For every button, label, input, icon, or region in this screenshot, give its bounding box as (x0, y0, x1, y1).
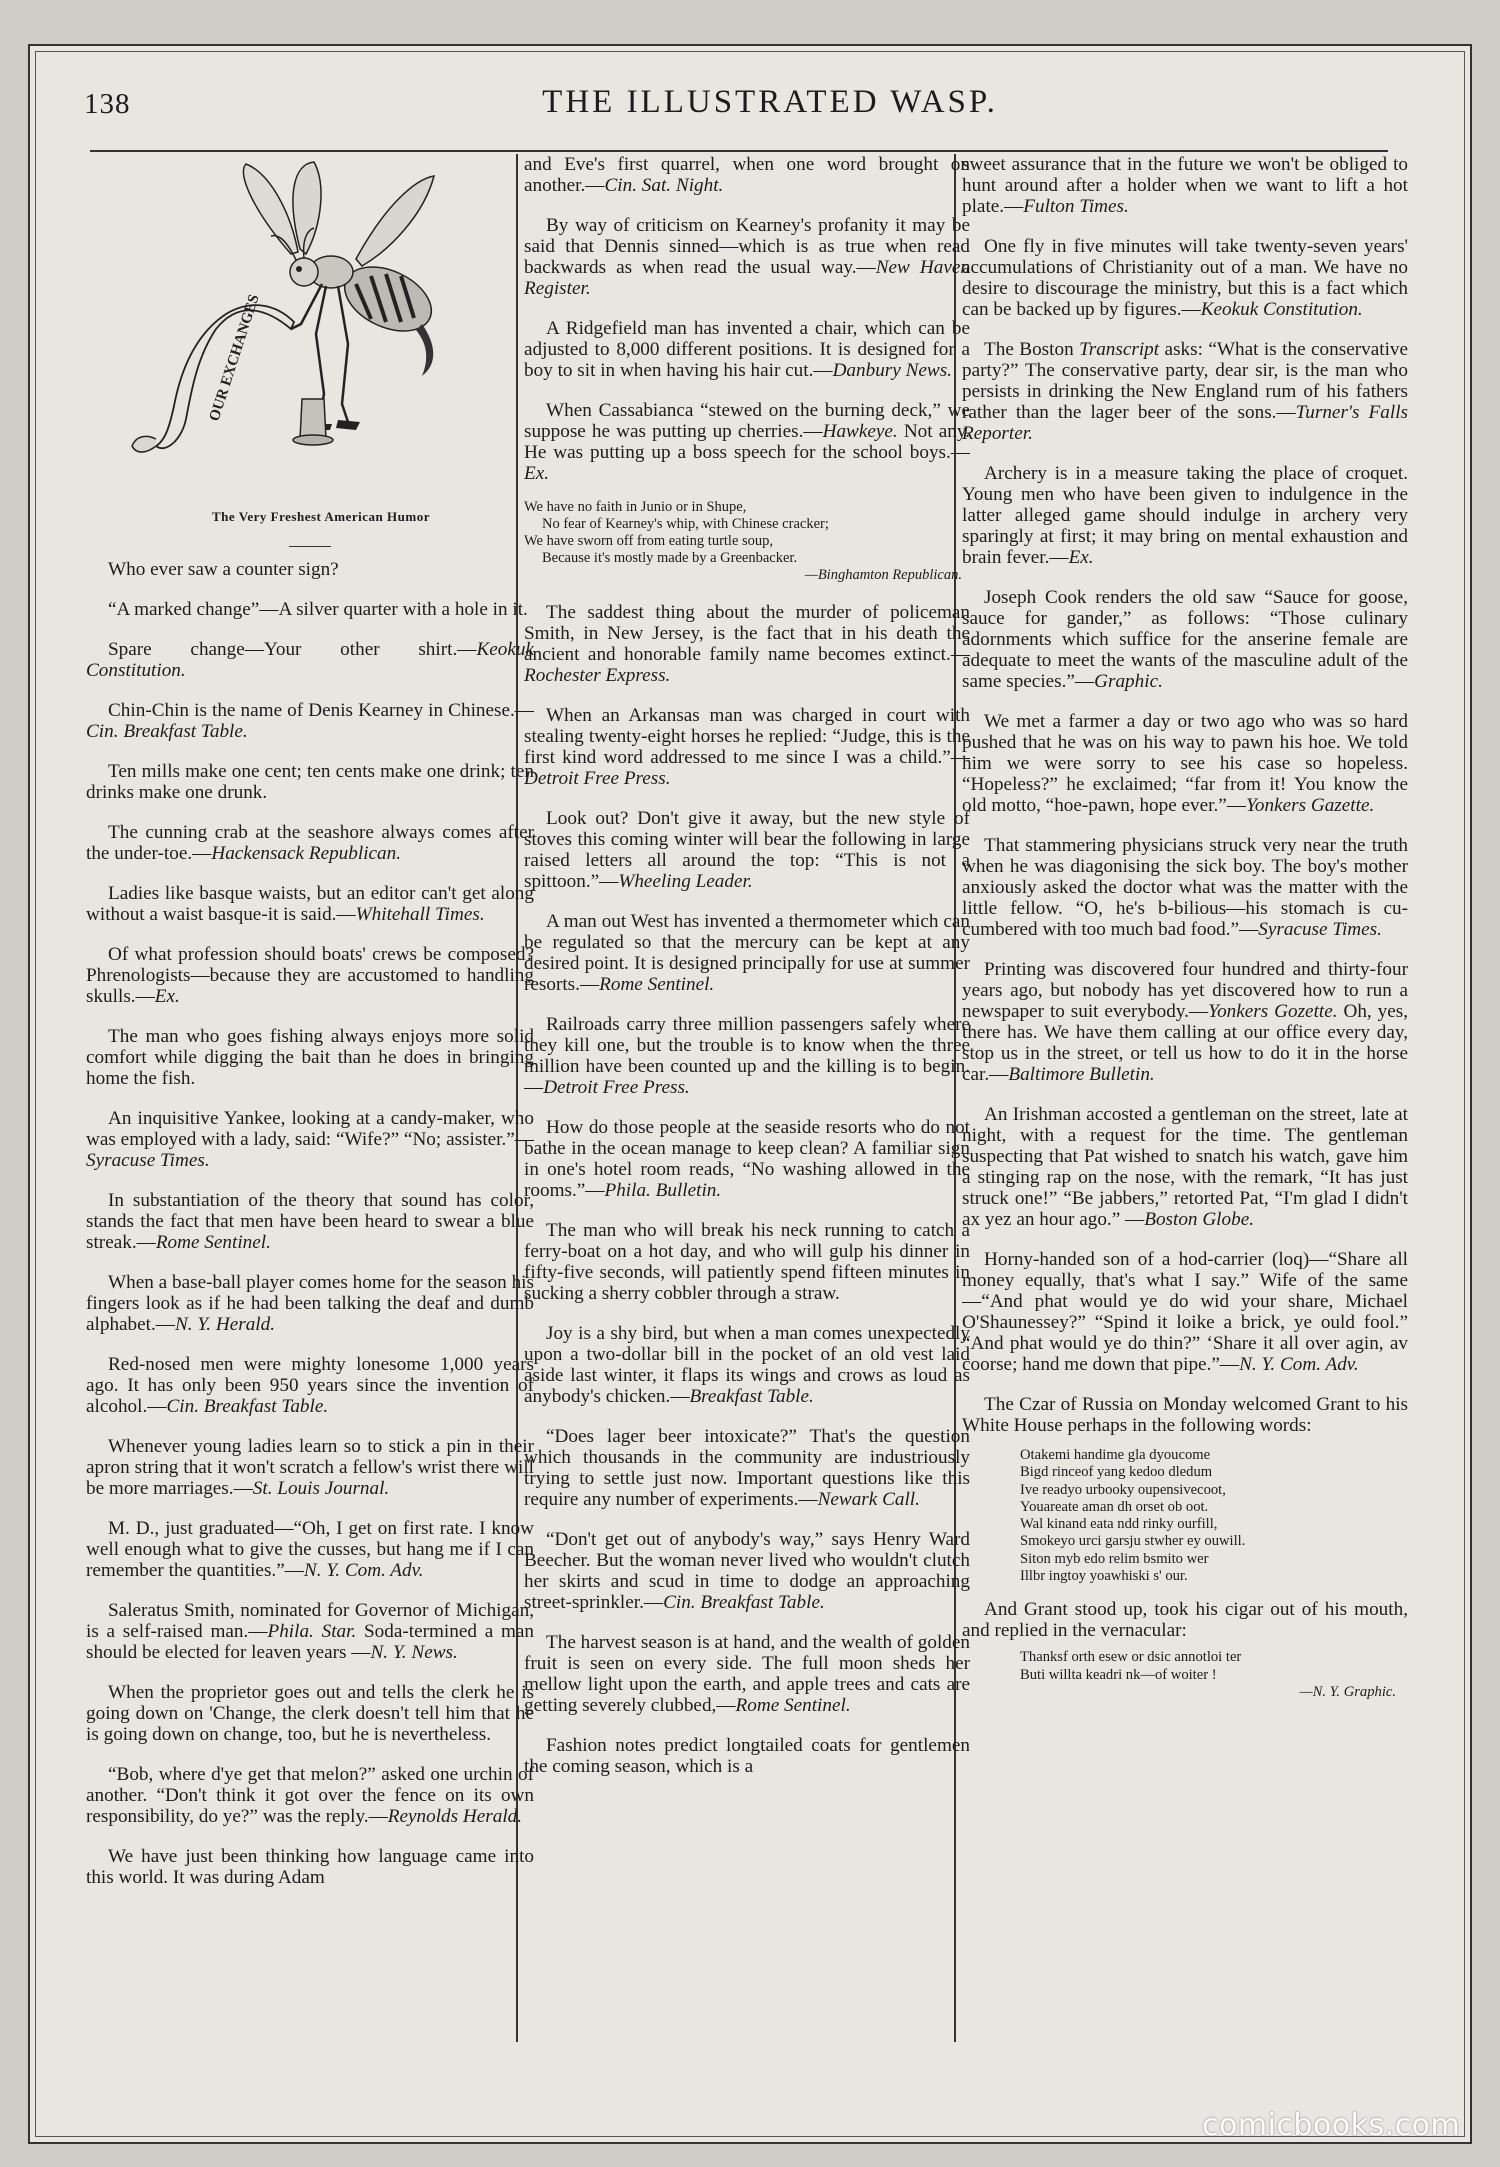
item-source: Hawkeye. (822, 421, 898, 442)
news-item (86, 761, 534, 803)
item-source: Boston Globe. (1144, 1209, 1255, 1230)
item-source: Breakfast Table. (689, 1386, 814, 1407)
news-item (962, 1249, 1408, 1375)
item-source: St. Louis Journal. (252, 1478, 390, 1499)
item-text: Not any. He was putting up a boss speech for the school boys.— (524, 421, 970, 463)
item-source: Ex. (524, 463, 550, 484)
item-text: Saleratus Smith, nominated for Governor of Michigan, is a self-raised man.— (86, 1600, 534, 1642)
item-source: Phila. Bulletin. (604, 1180, 722, 1201)
news-item (86, 1190, 534, 1253)
item-source: Danbury News. (832, 360, 952, 381)
czar-line: Youareate aman dh orset ob oot. (1020, 1498, 1209, 1515)
news-item (524, 602, 970, 686)
item-source: Baltimore Bulletin. (1008, 1064, 1155, 1085)
item-source: Reynolds Herald. (387, 1806, 523, 1827)
item-text: The harvest season is at hand, and the wealth of golden fruit is seen on every side. The full moon sheds her mellow light upon the earth, and apple trees and cats are getting severely clubbed,— (524, 1632, 970, 1716)
wasp-drawing (86, 154, 534, 506)
item-source: Yonkers Gozette. (1208, 1001, 1338, 1022)
item-source: Rochester Express. (524, 665, 671, 686)
poem (524, 499, 970, 584)
header-rule (90, 150, 1388, 152)
item-source: Whitehall Times. (355, 904, 485, 925)
news-item (962, 835, 1408, 940)
item-text: Red-nosed men were mighty lonesome 1,000 years ago. It has only been 950 years since the invention of alcohol.— (86, 1354, 534, 1417)
item-source: Fulton Times. (1023, 196, 1129, 217)
item-text: sweet assurance that in the future we won't be obliged to hunt around after a holder when we want to lift a hot plate.— (962, 154, 1408, 217)
item-text: The cunning crab at the seashore always comes after the under-toe.— (86, 822, 534, 864)
news-item (524, 1117, 970, 1201)
item-source: Keokuk Constitution. (86, 639, 534, 681)
item-text: Joy is a shy bird, but when a man comes unexpectedly upon a two-dollar bill in the pocket of an old vest laid aside last winter, it flaps its wings and crows as loud as anybody's chicken.— (524, 1323, 970, 1407)
news-item (86, 1600, 534, 1663)
news-item (962, 154, 1408, 217)
item-text: The man who goes fishing always enjoys more solid comfort while digging the bait than he does in bringing home the fish. (86, 1026, 534, 1089)
item-text: Look out? Don't give it away, but the new style of stoves this coming winter will bear the following in large raised letters all around the top: “This is not a spittoon.”— (524, 808, 970, 892)
news-item (524, 215, 970, 299)
item-source: N. Y. Com. Adv. (1239, 1354, 1359, 1375)
item-source: Detroit Free Press. (543, 1077, 690, 1098)
grant-attribution: —N. Y. Graphic. (1299, 1683, 1396, 1700)
item-text: That stammering physicians struck very near the truth when he was diagonising the sick boy. The boy's mother anxiously asked the doctor what was the matter with the little fellow. “O, he's b-bilious—his stomach is cu-cumbered with too much bad food.”— (962, 835, 1408, 940)
item-text: “A marked change”—A silver quarter with a hole in it. (108, 599, 528, 620)
grant-line: Buti willta keadri nk—of woiter ! (1020, 1666, 1217, 1683)
banner-text: OUR EXCHANGES (206, 292, 263, 424)
item-text: A man out West has invented a thermometer which can be regulated so that the mercury can be kept at any desired point. It is designed principally for use at summer resorts.— (524, 911, 970, 995)
grant-reply: And Grant stood up, took his cigar out of his mouth, and replied in the vernacular: (962, 1599, 1408, 1642)
news-item (86, 944, 534, 1007)
item-text: When the proprietor goes out and tells the clerk he is going down on 'Change, the clerk doesn't tell him that he is going down on change, too, but he is nevertheless. (86, 1682, 534, 1745)
news-item (962, 339, 1408, 444)
item-source: Detroit Free Press. (524, 768, 671, 789)
item-source: Rome Sentinel. (155, 1232, 271, 1253)
item-source: Cin. Breakfast Table. (86, 721, 248, 742)
grant-line: Thanksf orth esew or dsic annotloi ter (1020, 1649, 1242, 1666)
item-text: When an Arkansas man was charged in court with stealing twenty-eight horses he replied: “Judge, this is the first kind word addressed to me since I was a child.”— (524, 705, 970, 768)
site-watermark: comicbooks.com (1202, 2108, 1461, 2143)
czar-line: Smokeyo urci garsju stwher ey ouwill. (1020, 1533, 1246, 1550)
column-3 (962, 154, 1408, 2042)
news-item (86, 639, 534, 681)
item-text: asks: “What is the conservative party?” The conservative party, dear sir, is the man who persists in drinking the New England rum of his fathers rather than the lager beer of the sons.— (962, 339, 1408, 423)
item-text: Whenever young ladies learn so to stick a pin in their apron string that it won't scratch a fellow's wrist there will be more marriages.— (86, 1436, 534, 1499)
wasp-illustration (86, 154, 534, 506)
item-source: Rome Sentinel. (735, 1695, 851, 1716)
news-item (86, 1436, 534, 1499)
masthead-title: THE ILLUSTRATED WASP. (542, 84, 998, 120)
news-item (86, 1272, 534, 1335)
news-item (962, 1104, 1408, 1230)
poem-line: We have sworn off from eating turtle soup, (524, 533, 774, 549)
news-item (86, 1518, 534, 1581)
item-text: “Don't get out of anybody's way,” says Henry Ward Beecher. But the woman never lived who wouldn't clutch her skirts and scud in time to dodge an approaching street-sprinkler.— (524, 1529, 970, 1613)
poem-line: We have no faith in Junio or in Shupe, (524, 499, 747, 515)
item-text: In substantiation of the theory that sound has color, stands the fact that men have been heard to swear a blue streak.— (86, 1190, 534, 1253)
item-source: Hackensack Republican. (211, 843, 402, 864)
column-2 (524, 154, 970, 2042)
item-source: Newark Call. (817, 1489, 920, 1510)
newspaper-page (28, 44, 1472, 2144)
news-item (962, 463, 1408, 568)
news-item (524, 911, 970, 995)
czar-line: Illbr ingtoy yoawhiski s' our. (1020, 1568, 1188, 1585)
item-text: Soda-termined a man should be elected for leaven years — (86, 1621, 534, 1663)
news-item (86, 700, 534, 742)
item-source: Wheeling Leader. (618, 871, 753, 892)
illustration-caption: The Very Freshest American Humor (212, 509, 430, 524)
item-text: The Czar of Russia on Monday welcomed Grant to his White House perhaps in the following words: (962, 1394, 1408, 1436)
item-source: Phila. Star. (267, 1621, 357, 1642)
page-number: 138 (84, 88, 131, 120)
column-1 (86, 154, 534, 2042)
item-source: Yonkers Gazette. (1246, 795, 1375, 816)
news-item (524, 1220, 970, 1304)
poem-line: Because it's mostly made by a Greenbacker. (542, 550, 798, 566)
item-source: Graphic. (1094, 671, 1163, 692)
news-item (962, 711, 1408, 816)
item-text: Horny-handed son of a hod-carrier (loq)—“Share all money equally, that's what I say.” Wife of the same—“And phat would ye do wid your share, Michael O'Shaunessey?” “Spind it loike a brick, ye ould fool.” “And phat would ye do thin?” ‘Share it all over agin, av coorse; hand me down that pipe.”— (962, 1249, 1408, 1375)
item-text: How do those people at the seaside resorts who do not bathe in the ocean manage to keep clean? A familiar sign in one's hotel room reads, “No washing allowed in the rooms.”— (524, 1117, 970, 1201)
column-2-items-continued (524, 602, 970, 1777)
czar-line: Otakemi handime gla dyoucome (1020, 1447, 1211, 1463)
column-2-items (524, 154, 970, 484)
news-item (524, 318, 970, 381)
news-item (962, 1394, 1408, 1436)
news-item (86, 822, 534, 864)
item-source: Cin. Sat. Night. (604, 175, 724, 196)
item-text: We met a farmer a day or two ago who was so hard pushed that he was on his way to pawn his hoe. We told him we were sorry to see his case so hopeless. “Hopeless?” he exclaimed; “far from it! You know the old motto, “hoe-pawn, hope ever.”— (962, 711, 1408, 816)
item-source: Rome Sentinel. (599, 974, 715, 995)
item-text: When a base-ball player comes home for the season his fingers look as if he had been talking the deaf and dumb alphabet.— (86, 1272, 534, 1335)
news-item (86, 883, 534, 925)
poem-line: No fear of Kearney's whip, with Chinese cracker; (542, 516, 829, 532)
news-item (962, 236, 1408, 320)
item-text: One fly in five minutes will take twenty-seven years' accumulations of Christianity out of a man. We have no desire to discourage the ministry, but this is a fact which can be backed up by figures.— (962, 236, 1408, 320)
news-item (86, 1108, 534, 1171)
news-item (86, 599, 534, 620)
poem-attribution: —Binghamton Republican. (804, 567, 962, 583)
item-text: The Boston (984, 339, 1080, 360)
item-text: The saddest thing about the murder of policeman Smith, in New Jersey, is the fact that in his death the ancient and honorable family name becomes extinct.— (524, 602, 970, 665)
czar-line: Bigd rinceof yang kedoo dledum (1020, 1464, 1213, 1481)
news-item (86, 1764, 534, 1827)
news-item (524, 1529, 970, 1613)
item-source: New Haven Register. (524, 257, 970, 299)
item-text: Ladies like basque waists, but an editor can't get along without a waist basque-it is said.— (86, 883, 534, 925)
news-item (524, 400, 970, 484)
item-source: Syracuse Times. (86, 1150, 210, 1171)
news-item (524, 1632, 970, 1716)
item-text: Of what profession should boats' crews be composed? Phrenologists—because they are accustomed to handling skulls.— (86, 944, 534, 1007)
item-text: By way of criticism on Kearney's profanity it may be said that Dennis sinned—which is as true when read backwards as when read the usual way.— (524, 215, 970, 278)
column-1-items (86, 559, 534, 1888)
news-item (86, 1682, 534, 1745)
column-3-items (962, 154, 1408, 1436)
item-text: “Bob, where d'ye get that melon?” asked one urchin of another. “Don't think it got over the fence on its own responsibility, do ye?” was the reply.— (86, 1764, 534, 1827)
news-item (524, 154, 970, 196)
item-text: Who ever saw a counter sign? (108, 559, 339, 580)
item-source: N. Y. News. (370, 1642, 458, 1663)
item-text: Chin-Chin is the name of Denis Kearney in Chinese.— (108, 700, 534, 721)
item-source: Cin. Breakfast Table. (663, 1592, 825, 1613)
item-text: The man who will break his neck running to catch a ferry-boat on a hot day, and who will gulp his dinner in fifty-five seconds, will patiently spend fifteen minutes in sucking a sherry cobbler through a straw. (524, 1220, 970, 1304)
item-source: Syracuse Times. (1258, 919, 1382, 940)
item-text: Joseph Cook renders the old saw “Sauce for goose, sauce for gander,” as follows: “Those culinary adornments which suffice for the anserine female are adequate to meet the wants of the masculine adult of the same species.”— (962, 587, 1408, 692)
item-text: Archery is in a measure taking the place of croquet. Young men who have been given to indulgence in the latter alleged game should indulge in archery very sparingly at first; it may bring on mental exhaustion and brain fever.— (962, 463, 1408, 568)
grant-words (1020, 1649, 1408, 1701)
news-item (962, 959, 1408, 1085)
item-source: Cin. Breakfast Table. (166, 1396, 329, 1417)
item-source: N. Y. Com. Adv. (303, 1560, 424, 1581)
czar-line: Wal kinand eata ndd rinky ourfill, (1020, 1516, 1218, 1533)
news-item (524, 1426, 970, 1510)
item-source: Ex. (1068, 547, 1094, 568)
news-item (524, 1323, 970, 1407)
item-text: When Cassabianca “stewed on the burning deck,” we suppose he was putting up cherries.— (524, 400, 970, 442)
item-text: and Eve's first quarrel, when one word brought on another.— (524, 154, 970, 196)
item-text: A Ridgefield man has invented a chair, which can be adjusted to 8,000 different positions. It is designed for a boy to sit in when having his hair cut.— (524, 318, 970, 381)
item-text: M. D., just graduated—“Oh, I get on first rate. I know well enough what to give the cusses, but hang me if I can remember the quantities.”— (86, 1518, 534, 1581)
item-text: An inquisitive Yankee, looking at a candy-maker, who was employed with a lady, said: “Wife?” “No; assister.”— (86, 1108, 534, 1150)
news-item (962, 587, 1408, 692)
news-item (524, 1735, 970, 1777)
item-text: “Does lager beer intoxicate?” That's the question which thousands in the community are industriously trying to settle just now. Important questions like this require any number of experiments.— (524, 1426, 970, 1510)
czar-line: Siton myb edo relim bsmito wer (1020, 1550, 1209, 1567)
item-text: An Irishman accosted a gentleman on the street, late at night, with a request for the time. The gentleman suspecting that Pat wished to snatch his watch, gave him a stinging rap on the nose, with the remark, “It has just struck one!” “Be jabbers,” retorted Pat, “I'm glad I didn't ax yez an hour ago.” — (962, 1104, 1408, 1230)
item-text: Oh, yes, there has. We have them calling at our office every day, stop us in the street, or tell us how to do it in the horse car.— (962, 1001, 1408, 1085)
item-text: Fashion notes predict longtailed coats for gentlemen the coming season, which is a (524, 1735, 970, 1777)
item-text: Spare change—Your other shirt.— (108, 639, 477, 660)
item-text: Ten mills make one cent; ten cents make one drink; ten drinks make one drunk. (86, 761, 534, 803)
item-source: Turner's Falls Reporter. (962, 402, 1408, 444)
item-source: Transcript (1079, 339, 1160, 360)
item-text: We have just been thinking how language came into this world. It was during Adam (86, 1846, 534, 1888)
news-item (86, 1846, 534, 1888)
item-text: Railroads carry three million passengers safely where they kill one, but the trouble is to know when the three million have been counted up and the killing is to begin.— (524, 1014, 970, 1098)
item-source: Keokuk Constitution. (1200, 299, 1363, 320)
news-item (524, 808, 970, 892)
item-source: N. Y. Herald. (174, 1314, 276, 1335)
news-item (86, 559, 534, 580)
item-text: Printing was discovered four hundred and thirty-four years ago, but nobody has yet discovered how to run a newspaper to suit everybody.— (962, 959, 1408, 1022)
item-source: Ex. (154, 986, 180, 1007)
news-item (524, 705, 970, 789)
news-item (524, 1014, 970, 1098)
news-item (86, 1354, 534, 1417)
czar-greeting (1020, 1447, 1408, 1585)
news-item (86, 1026, 534, 1089)
caption-rule (289, 546, 331, 547)
czar-line: Ive readyo urbooky oupensivecoot, (1020, 1481, 1226, 1498)
